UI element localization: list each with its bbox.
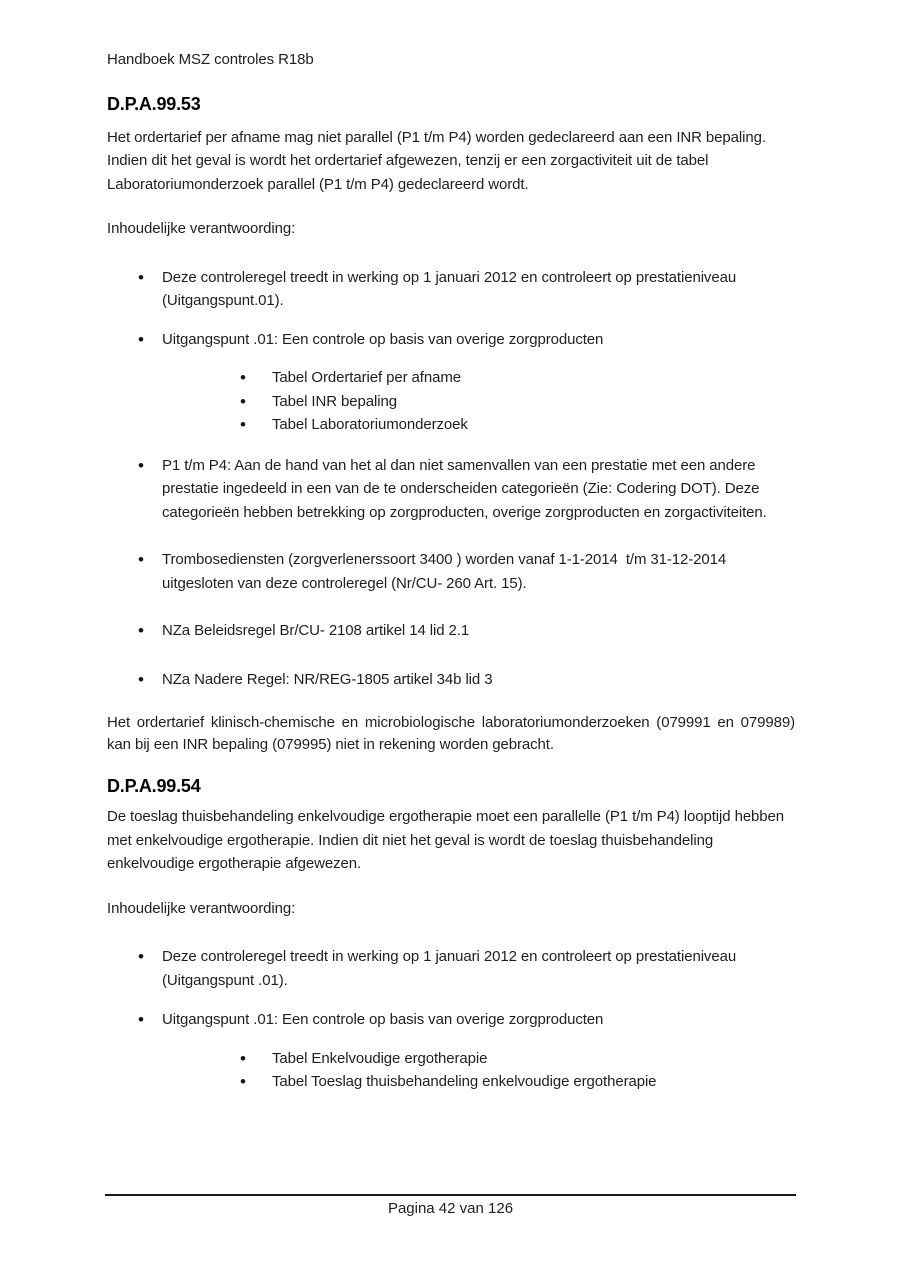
section-dpa-99-53 <box>107 92 800 757</box>
sub-bullet-item <box>162 390 795 414</box>
bullet-text: Trombosediensten (zorgverlenerssoort 3400 ) worden vanaf 1-1-2014 t/m 31-12-2014 uitgesloten van deze controleregel (Nr/CU- 260 Art. 15). <box>162 551 731 592</box>
sub-bullet-item <box>162 413 795 437</box>
bullet-list <box>107 945 795 1094</box>
bullet-item <box>107 945 795 992</box>
page-footer <box>105 1194 796 1220</box>
bullet-text: NZa Beleidsregel Br/CU- 2108 artikel 14 lid 2.1 <box>162 622 470 639</box>
bullet-text: Deze controleregel treedt in werking op 1 januari 2012 en controleert op prestatieniveau (Uitgangspunt.01). <box>162 268 741 309</box>
bullet-text: Uitgangspunt .01: Een controle op basis van overige zorgproducten <box>162 1011 604 1028</box>
bullet-item <box>107 548 795 595</box>
sub-bullet-text: Tabel Toeslag thuisbehandeling enkelvoudige ergotherapie <box>272 1073 657 1090</box>
section-heading: D.P.A.99.53 <box>107 93 201 114</box>
section-subheading: Inhoudelijke verantwoording: <box>107 220 296 237</box>
section-heading: D.P.A.99.54 <box>107 776 201 796</box>
sub-bullet-text: Tabel INR bepaling <box>272 392 397 410</box>
sub-bullet-item <box>162 1047 795 1071</box>
bullet-item <box>107 619 795 643</box>
bullet-item <box>107 266 795 313</box>
sub-bullet-item <box>162 366 795 390</box>
bullet-text: P1 t/m P4: Aan de hand van het al dan niet samenvallen van een prestatie met een andere prestatie ingedeeld in een van de te onderscheiden categorieën (Zie: Codering DOT). Deze categorieën hebben betrekking op zorgproducten, overige zorgproducten en zorgactiviteiten. <box>162 456 767 521</box>
bullet-text: Deze controleregel treedt in werking op 1 januari 2012 en controleert op prestatieniveau (Uitgangspunt .01). <box>162 948 741 989</box>
sub-bullet-item <box>162 1070 795 1094</box>
section-dpa-99-54 <box>107 774 795 1094</box>
bullet-list <box>107 266 795 692</box>
bullet-text: Uitgangspunt .01: Een controle op basis van overige zorgproducten <box>162 330 604 348</box>
bullet-item <box>107 454 795 525</box>
document-header: Handboek MSZ controles R18b <box>107 51 314 68</box>
sub-bullet-list <box>162 366 795 437</box>
section-closing: Het ordertarief klinisch-chemische en microbiologische laboratoriumonderzoeken (079991 en 079989) kan bij een INR bepaling (079995) niet in rekening worden gebracht. <box>107 714 800 753</box>
page-number: Pagina 42 van 126 <box>387 1200 514 1217</box>
section-subheading: Inhoudelijke verantwoording: <box>107 899 296 917</box>
bullet-item <box>107 328 795 437</box>
bullet-text: NZa Nadere Regel: NR/REG-1805 artikel 34b lid 3 <box>162 670 493 688</box>
section-intro: De toeslag thuisbehandeling enkelvoudige ergotherapie moet een parallelle (P1 t/m P4) looptijd hebben met enkelvoudige ergotherapie. Indien dit niet het geval is wordt de toeslag thuisbehandeling enkelvoudige ergotherapie afgewezen. <box>107 808 789 872</box>
bullet-item <box>107 1008 795 1094</box>
sub-bullet-list <box>162 1047 795 1094</box>
bullet-item <box>107 668 795 692</box>
section-intro: Het ordertarief per afname mag niet parallel (P1 t/m P4) worden gedeclareerd aan een INR bepaling. Indien dit het geval is wordt het ordertarief afgewezen, tenzij er een zorgactiviteit uit de tabel Laboratoriumonderzoek parallel (P1 t/m P4) gedeclareerd wordt. <box>107 128 770 193</box>
sub-bullet-text: Tabel Ordertarief per afname <box>272 369 461 386</box>
sub-bullet-text: Tabel Laboratoriumonderzoek <box>272 416 468 433</box>
sub-bullet-text: Tabel Enkelvoudige ergotherapie <box>272 1049 488 1067</box>
